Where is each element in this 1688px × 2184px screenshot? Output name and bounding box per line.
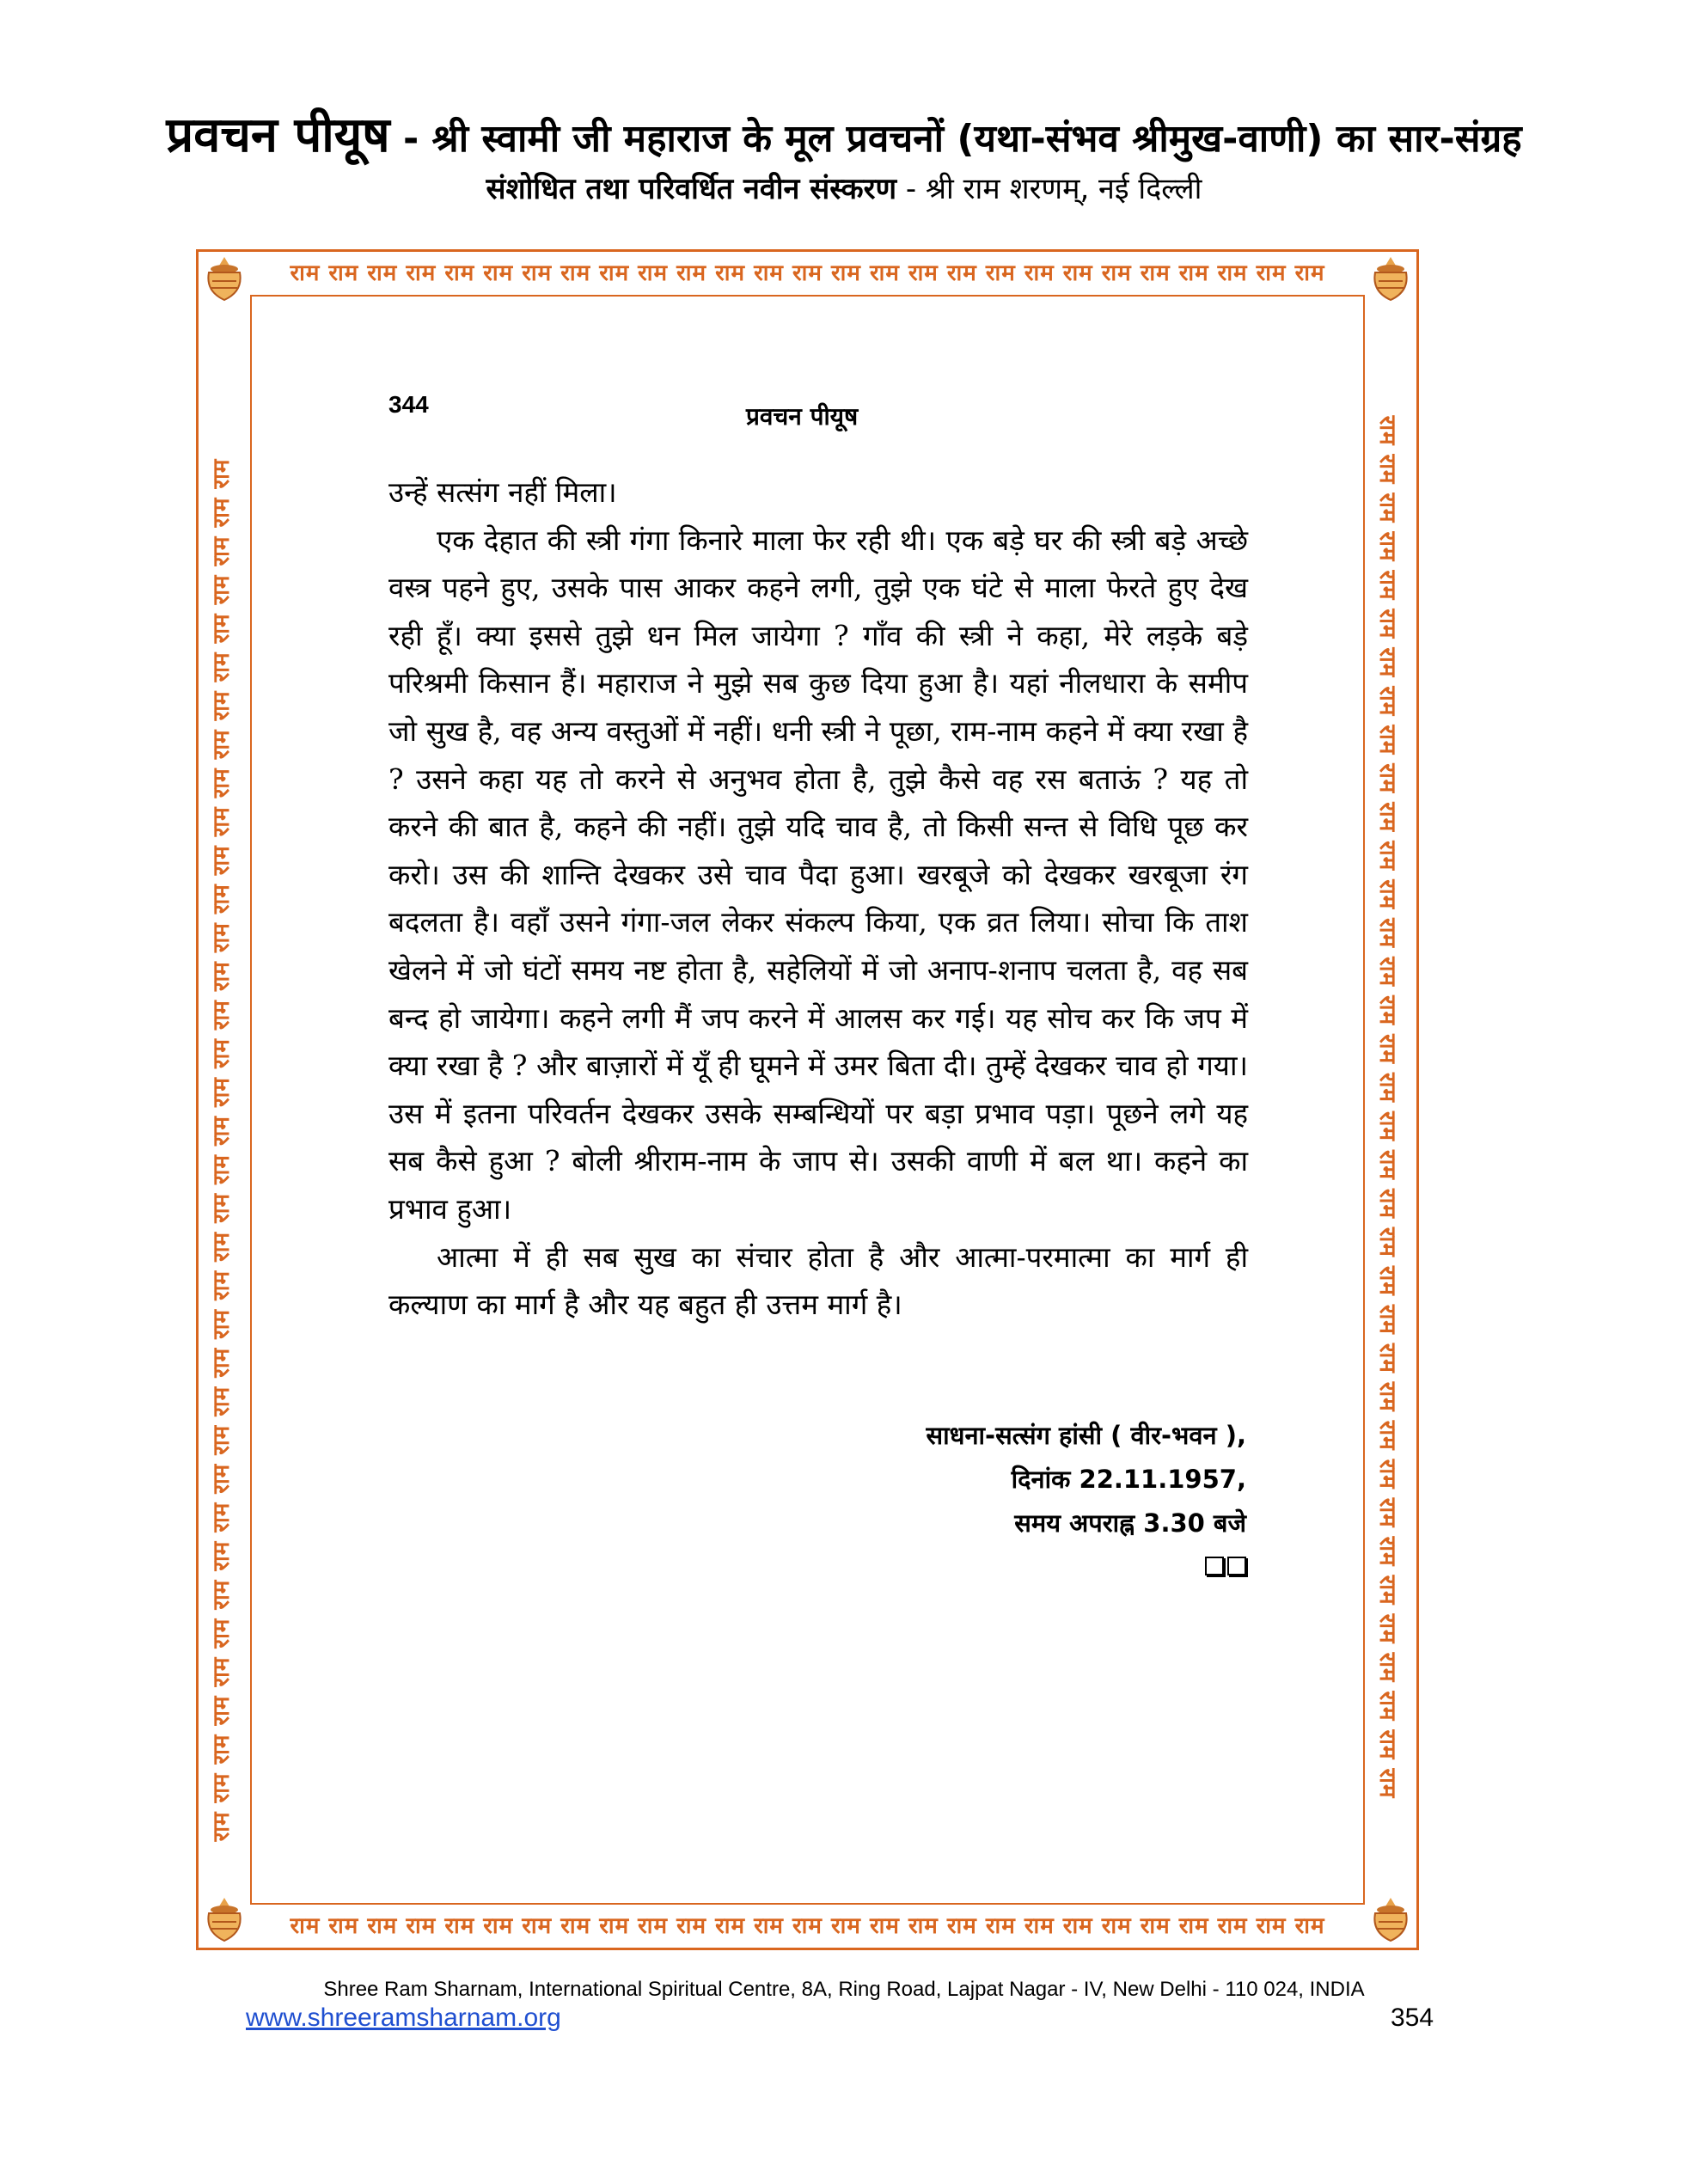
header-title-line [0, 107, 1688, 165]
kalash-icon [200, 254, 248, 305]
paragraph: एक देहात की स्त्री गंगा किनारे माला फेर रही थी। एक बड़े घर की स्त्री बड़े अच्छे वस्त्र पहने हुए, उसके पास आकर कहने लगी, तुझे एक घंटे से माला फेरते हुए देख रही हूँ। क्या इससे तुझे धन मिल जायेगा ? गाँव की स्त्री ने कहा, मेरे लड़के बड़े परिश्रमी किसान हैं। महाराज ने मुझे सब कुछ दिया हुआ है। यहां नीलधारा के समीप जो सुख है, वह अन्य वस्तुओं में नहीं। धनी स्त्री ने पूछा, राम-नाम कहने में क्या रखा है ? उसने कहा यह तो करने से अनुभव होता है, तुझे कैसे वह रस बताऊं ? यह तो करने की बात है, कहने की नहीं। तुझे यदि चाव है, तो किसी सन्त से विधि पूछ कर करो। उस की शान्ति देखकर उसे चाव पैदा हुआ। खरबूजे को देखकर खरबूजा रंग बदलता है। वहाँ उसने गंगा-जल लेकर संकल्प किया, एक व्रत लिया। सोचा कि ताश खेलने में जो घंटों समय नष्ट होता है, सहेलियों में जो अनाप-शनाप चलता है, वह सब बन्द हो जायेगा। कहने लगी मैं जप करने में आलस कर गई। यह सोच कर कि जप में क्या रखा है ? और बाज़ारों में यूँ ही घूमने में उमर बिता दी। तुम्हें देखकर चाव हो गया। उस में इतना परिवर्तन देखकर उसके सम्बन्धियों पर बड़ा प्रभाव पड़ा। पूछने लगे यह सब कैसे हुआ ? बोली श्रीराम-नाम के जाप से। उसकी वाणी में बल था। कहने का प्रभाव हुआ। [388, 523, 1248, 1226]
border-text-right: राम राम राम राम राम राम राम राम राम राम राम राम राम राम राम राम राम राम राम राम राम राम राम राम राम राम राम राम राम राम राम राम राम राम राम राम [1374, 415, 1400, 1799]
signature-venue: साधना-सत्संग हांसी ( वीर-भवन ), [926, 1421, 1246, 1450]
footer-address: Shree Ram Sharnam, International Spiritual Centre, 8A, Ring Road, Lajpat Nagar - IV, New Delhi - 110 024, INDIA [323, 1978, 1365, 2001]
footer-page-number: 354 [1391, 2004, 1434, 2032]
paragraph: उन्हें सत्संग नहीं मिला। [388, 475, 617, 509]
book-title: प्रवचन पीयूष [166, 107, 390, 163]
header-edition-line [0, 165, 1688, 213]
publisher-label: - श्री राम शरणम्, नई दिल्ली [905, 172, 1202, 206]
border-text-top: राम राम राम राम राम राम राम राम राम राम राम राम राम राम राम राम राम राम राम राम राम राम राम राम राम राम राम [290, 260, 1325, 286]
border-text-left: राम राम राम राम राम राम राम राम राम राम राम राम राम राम राम राम राम राम राम राम राम राम राम राम राम राम राम राम राम राम राम राम राम राम राम राम [209, 458, 235, 1842]
book-subtitle: - श्री स्वामी जी महाराज के मूल प्रवचनों (यथा-संभव श्रीमुख-वाणी) का सार-संग्रह [402, 117, 1522, 161]
signature-date: दिनांक 22.11.1957, [1011, 1465, 1246, 1494]
discourse-signature [731, 1414, 1246, 1589]
signature-time: समय अपराह्न 3.30 बजे [1014, 1508, 1246, 1538]
scan-running-title: प्रवचन पीयूष [746, 402, 859, 431]
kalash-icon [1367, 1894, 1415, 1946]
kalash-icon [1367, 254, 1415, 305]
page-header [0, 107, 1688, 213]
paragraph: आत्मा में ही सब सुख का संचार होता है और आत्मा-परमात्मा का मार्ग ही कल्याण का मार्ग है और यह बहुत ही उत्तम मार्ग है। [388, 1239, 1248, 1322]
border-text-bottom: राम राम राम राम राम राम राम राम राम राम राम राम राम राम राम राम राम राम राम राम राम राम राम राम राम राम राम [290, 1913, 1325, 1939]
scan-page-number: 344 [388, 391, 429, 418]
website-link[interactable]: www.shreeramsharnam.org [246, 2004, 561, 2032]
edition-label: संशोधित तथा परिवर्धित नवीन संस्करण [486, 172, 897, 206]
end-mark-icon [1202, 1545, 1246, 1589]
scan-body-text [388, 468, 1248, 1329]
kalash-icon [200, 1894, 248, 1946]
